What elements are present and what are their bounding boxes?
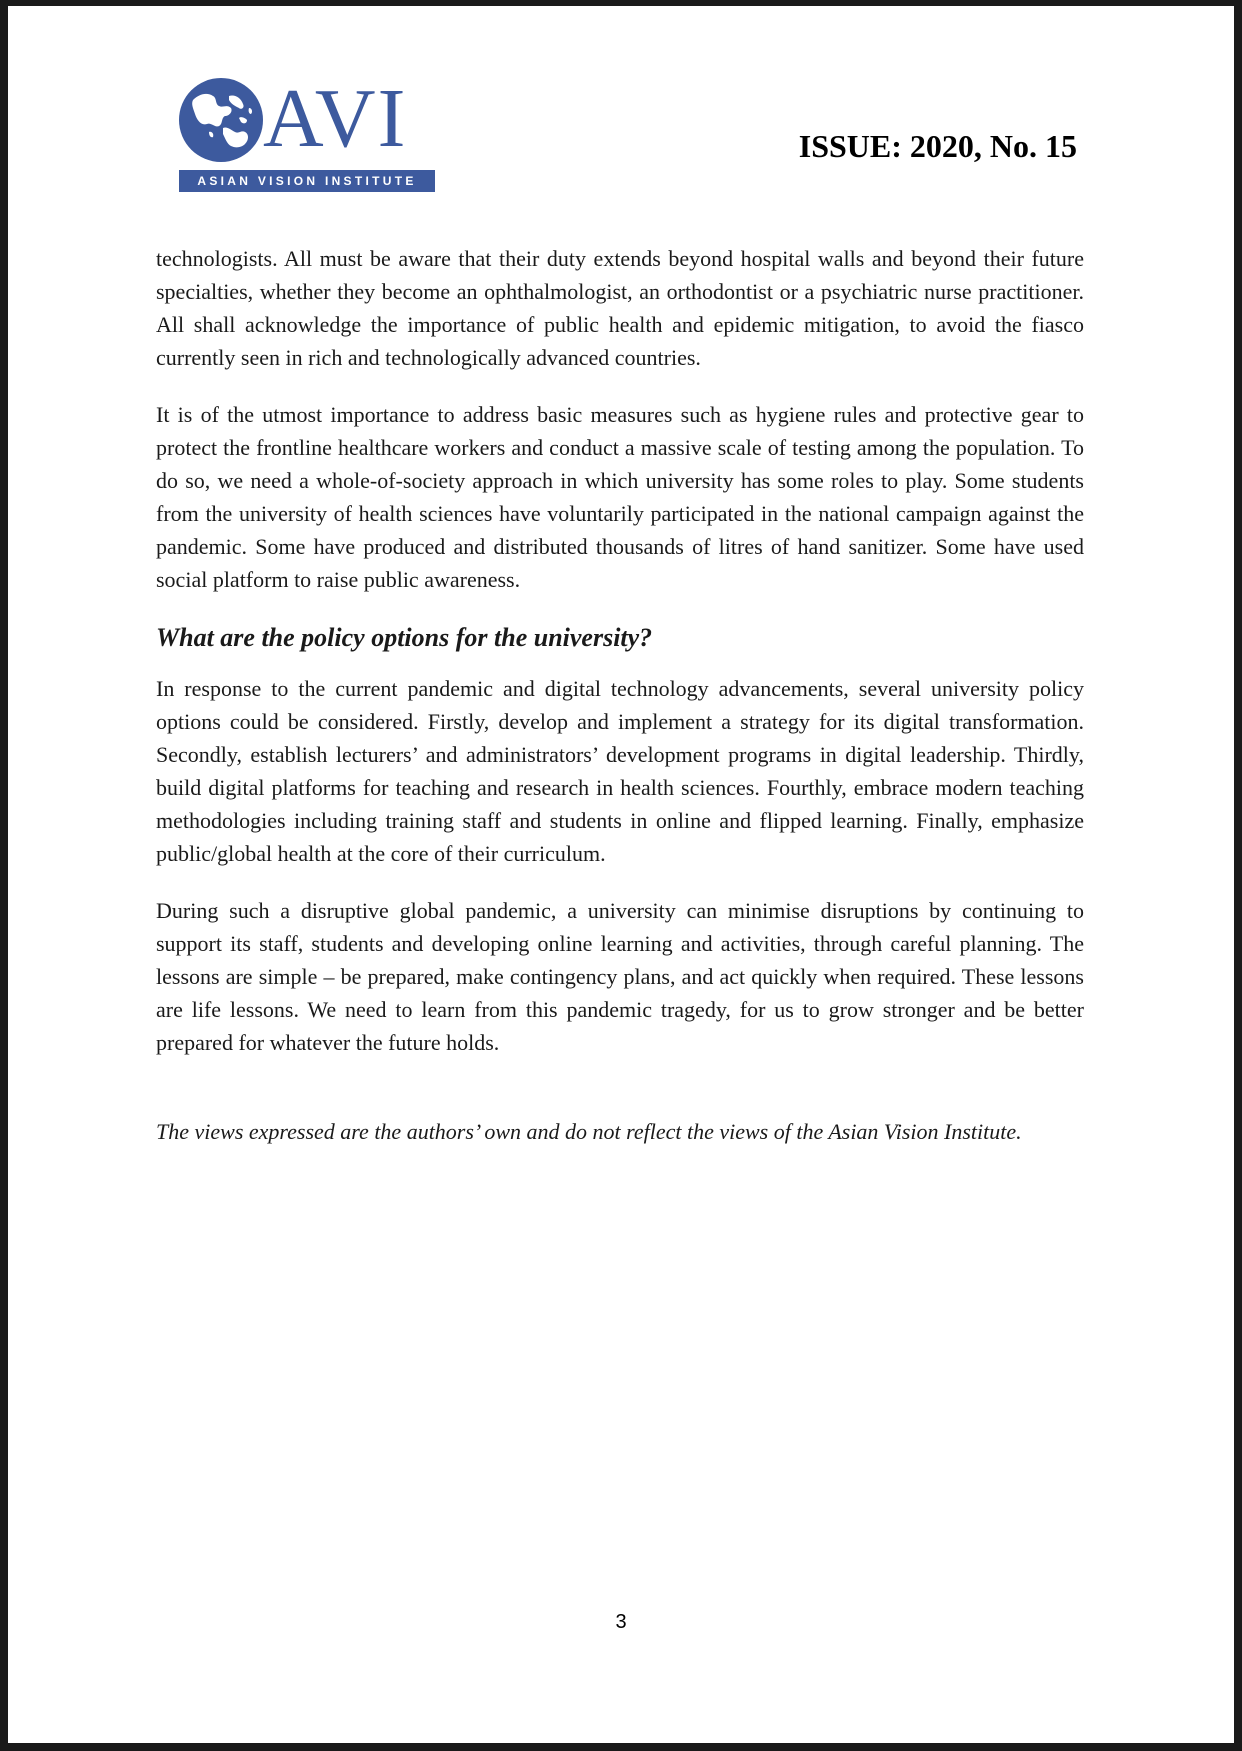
issue-label: ISSUE: 2020, No. 15 — [798, 128, 1077, 164]
avi-logo — [171, 71, 435, 203]
paragraph: It is of the utmost importance to address basic measures such as hygiene rules and protective gear to protect the frontline healthcare workers and conduct a massive scale of testing among the population. To do so, we need a whole-of-society approach in which university has some roles to play. Some students from the university of health sciences have voluntarily participated in the national campaign against the pandemic. Some have produced and distributed thousands of litres of hand sanitizer. Some have used social platform to raise public awareness. — [156, 402, 1084, 592]
paragraph: During such a disruptive global pandemic, a university can minimise disruptions by continuing to support its staff, students and developing online learning and activities, through careful planning. The lessons are simple – be prepared, make contingency plans, and act quickly when required. These lessons are life lessons. We need to learn from this pandemic tragedy, for us to grow stronger and be better prepared for whatever the future holds. — [156, 898, 1084, 1055]
paragraph: In response to the current pandemic and digital technology advancements, several university policy options could be considered. Firstly, develop and implement a strategy for its digital transformation. Secondly, establish lecturers’ and administrators’ development programs in digital leadership. Thirdly, build digital platforms for teaching and research in health sciences. Fourthly, embrace modern teaching methodologies including training staff and students in online and flipped learning. Finally, emphasize public/global health at the core of their curriculum. — [156, 676, 1084, 866]
document-page — [8, 6, 1234, 1743]
disclaimer: The views expressed are the authors’ own and do not reflect the views of the Asian Vision Institute. — [156, 1119, 1022, 1144]
paragraph: technologists. All must be aware that their duty extends beyond hospital walls and beyond their future specialties, whether they become an ophthalmologist, an orthodontist or a psychiatric nurse practitioner. All shall acknowledge the importance of public health and epidemic mitigation, to avoid the fiasco currently seen in rich and technologically advanced countries. — [156, 246, 1084, 370]
section-heading: What are the policy options for the university? — [156, 623, 653, 652]
article-body — [156, 242, 1084, 1148]
logo-tagline: ASIAN VISION INSTITUTE — [179, 170, 435, 192]
page-number: 3 — [615, 1611, 627, 1633]
logo-wordmark: AVI — [263, 72, 408, 165]
globe-icon — [179, 78, 263, 162]
